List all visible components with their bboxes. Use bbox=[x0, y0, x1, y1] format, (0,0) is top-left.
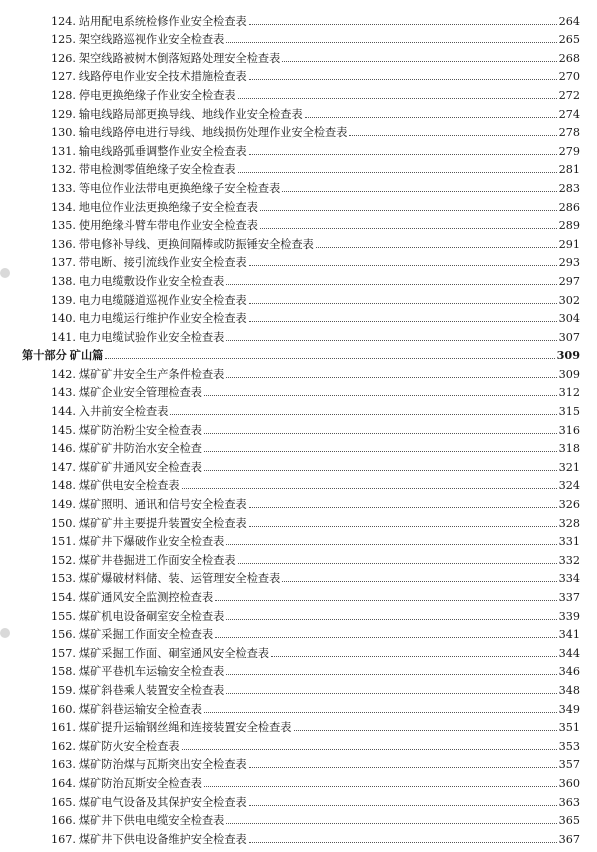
toc-entry-number: 147. bbox=[51, 460, 76, 474]
toc-dot-leader bbox=[249, 303, 557, 304]
toc-entry-title: 煤矿矿井安全生产条件检查表 bbox=[78, 367, 225, 381]
toc-entry-number: 160. bbox=[51, 702, 76, 716]
toc-entry-title: 煤矿通风安全监测控检查表 bbox=[78, 591, 214, 604]
toc-entry[interactable] bbox=[0, 9, 597, 28]
toc-entry-title: 煤矿井下供电电缆安全检查表 bbox=[78, 814, 225, 828]
toc-dot-leader bbox=[238, 98, 557, 99]
toc-page-number: 307 bbox=[558, 330, 580, 344]
toc-entry[interactable] bbox=[0, 604, 597, 623]
toc-entry-title: 煤矿采掘工作面安全检查表 bbox=[78, 628, 214, 642]
toc-entry[interactable] bbox=[0, 641, 597, 660]
toc-page-number: 278 bbox=[558, 126, 580, 140]
toc-page-number: 351 bbox=[558, 721, 580, 735]
toc-entry[interactable] bbox=[0, 102, 597, 121]
toc-entry-title: 煤矿企业安全管理检查表 bbox=[78, 386, 202, 400]
toc-entry-number: 125. bbox=[51, 33, 76, 47]
toc-entry-title: 架空线路被树木倒落短路处理安全检查表 bbox=[78, 51, 281, 65]
toc-entry[interactable] bbox=[0, 678, 597, 697]
toc-entry[interactable] bbox=[0, 548, 597, 567]
toc-page-number: 309 bbox=[556, 348, 580, 363]
toc-entry-number: 134. bbox=[51, 200, 76, 214]
toc-section-heading[interactable] bbox=[0, 344, 597, 363]
toc-page-number: 367 bbox=[558, 832, 580, 846]
toc-dot-leader bbox=[249, 265, 557, 266]
toc-page-number: 363 bbox=[558, 795, 580, 809]
toc-entry-title: 煤矿矿井主要提升装置安全检查表 bbox=[78, 516, 247, 530]
toc-entry-title: 矿山篇 bbox=[69, 348, 104, 363]
toc-page-number: 274 bbox=[558, 107, 580, 121]
toc-entry-title: 煤矿井下爆破作业安全检查表 bbox=[78, 535, 225, 549]
toc-page-number: 341 bbox=[558, 628, 580, 642]
toc-entry[interactable] bbox=[0, 195, 597, 214]
toc-dot-leader bbox=[282, 581, 556, 582]
toc-dot-leader bbox=[226, 340, 556, 341]
toc-page-number: 324 bbox=[558, 479, 580, 493]
margin-mark bbox=[0, 628, 10, 638]
toc-entry-number: 138. bbox=[51, 274, 76, 288]
toc-page-number: 357 bbox=[558, 758, 580, 772]
toc-entry-title: 煤矿防治瓦斯安全检查表 bbox=[78, 776, 202, 790]
toc-dot-leader bbox=[249, 507, 557, 508]
toc-entry-title: 输电线路局部更换导线、地线作业安全检查表 bbox=[78, 107, 303, 121]
toc-dot-leader bbox=[249, 154, 557, 155]
toc-entry-title: 架空线路巡视作业安全检查表 bbox=[78, 33, 225, 47]
toc-entry-title: 输电线路弧垂调整作业安全检查表 bbox=[78, 144, 247, 158]
toc-entry-title: 煤矿防火安全检查表 bbox=[78, 739, 180, 753]
toc-dot-leader bbox=[316, 247, 557, 248]
toc-entry[interactable] bbox=[0, 753, 597, 772]
toc-entry[interactable] bbox=[0, 437, 597, 456]
toc-dot-leader bbox=[204, 451, 557, 452]
toc-dot-leader bbox=[238, 563, 557, 564]
toc-entry-number: 129. bbox=[51, 107, 76, 121]
toc-entry-number: 155. bbox=[51, 609, 76, 623]
toc-page-number: 344 bbox=[558, 646, 580, 660]
toc-entry-title: 电力电缆隧道巡视作业安全检查表 bbox=[78, 293, 247, 307]
toc-entry[interactable] bbox=[0, 790, 597, 809]
toc-page-number: 346 bbox=[558, 665, 580, 679]
toc-entry[interactable] bbox=[0, 455, 597, 474]
toc-page-number: 312 bbox=[558, 386, 580, 400]
toc-entry-title: 煤矿斜巷乘人装置安全检查表 bbox=[78, 683, 225, 697]
toc-dot-leader bbox=[182, 749, 557, 750]
toc-page-number: 332 bbox=[558, 553, 580, 567]
toc-dot-leader bbox=[249, 842, 557, 843]
toc-entry[interactable] bbox=[0, 46, 597, 65]
toc-entry-title: 线路停电作业安全技术措施检查表 bbox=[78, 70, 247, 84]
toc-entry[interactable] bbox=[0, 827, 597, 846]
toc-dot-leader bbox=[226, 42, 556, 43]
toc-dot-leader bbox=[294, 730, 557, 731]
toc-entry-number: 131. bbox=[51, 144, 76, 158]
toc-dot-leader bbox=[226, 284, 556, 285]
toc-entry[interactable] bbox=[0, 418, 597, 437]
toc-entry-title: 煤矿防治粉尘安全检查表 bbox=[78, 423, 202, 437]
toc-entry-title: 煤矿爆破材料储、装、运管理安全检查表 bbox=[78, 572, 281, 586]
toc-page-number: 286 bbox=[558, 200, 580, 214]
toc-entry-title: 停电更换绝缘子作业安全检查表 bbox=[78, 88, 236, 102]
toc-entry-title: 煤矿采掘工作面、硐室通风安全检查表 bbox=[78, 646, 270, 660]
toc-dot-leader bbox=[105, 358, 554, 359]
toc-entry-number: 130. bbox=[51, 126, 76, 140]
toc-entry-title: 煤矿供电安全检查表 bbox=[78, 479, 180, 493]
toc-entry-title: 煤矿矿井通风安全检查表 bbox=[78, 460, 202, 474]
toc-entry-number: 136. bbox=[51, 237, 76, 251]
toc-entry-title: 带电断、接引流线作业安全检查表 bbox=[78, 256, 247, 270]
toc-page-number: 321 bbox=[558, 460, 580, 474]
toc-entry-number: 146. bbox=[51, 442, 76, 456]
toc-page-number: 291 bbox=[558, 237, 580, 251]
toc-page-number: 293 bbox=[558, 256, 580, 270]
toc-page-number: 315 bbox=[558, 405, 580, 419]
toc-dot-leader bbox=[226, 823, 556, 824]
toc-entry[interactable] bbox=[0, 121, 597, 140]
toc-entry-number: 153. bbox=[51, 572, 76, 586]
toc-page-number: 264 bbox=[558, 14, 580, 28]
toc-entry-title: 带电修补导线、更换间隔棒或防振锤安全检查表 bbox=[78, 237, 314, 251]
toc-entry-title: 煤矿机电设备硐室安全检查表 bbox=[78, 609, 225, 623]
toc-entry-number: 164. bbox=[51, 776, 76, 790]
toc-entry[interactable] bbox=[0, 530, 597, 549]
toc-entry-number: 132. bbox=[51, 163, 76, 177]
toc-entry[interactable] bbox=[0, 28, 597, 47]
toc-page-number: 272 bbox=[558, 88, 580, 102]
toc-entry-title: 使用绝缘斗臂车带电作业安全检查表 bbox=[78, 219, 258, 233]
toc-entry-number: 151. bbox=[51, 535, 76, 549]
toc-entry-title: 站用配电系统检修作业安全检查表 bbox=[78, 14, 247, 28]
toc-page-number: 326 bbox=[558, 498, 580, 512]
toc-page-number: 334 bbox=[558, 572, 580, 586]
toc-dot-leader bbox=[226, 377, 556, 378]
toc-entry-number: 157. bbox=[51, 646, 76, 660]
toc-dot-leader bbox=[249, 321, 557, 322]
toc-entry-title: 煤矿斜巷运输安全检查表 bbox=[78, 702, 202, 716]
toc-entry-number: 154. bbox=[51, 591, 76, 604]
toc-entry-number: 144. bbox=[51, 405, 76, 419]
toc-entry[interactable] bbox=[0, 176, 597, 195]
toc-entry-number: 152. bbox=[51, 553, 76, 567]
toc-entry-title: 电力电缆运行维护作业安全检查表 bbox=[78, 312, 247, 326]
toc-entry[interactable] bbox=[0, 697, 597, 716]
toc-entry[interactable] bbox=[0, 214, 597, 233]
toc-page-number: 309 bbox=[558, 367, 580, 381]
toc-entry[interactable] bbox=[0, 771, 597, 790]
toc-entry[interactable] bbox=[0, 809, 597, 828]
toc-entry[interactable] bbox=[0, 585, 597, 604]
toc-entry[interactable] bbox=[0, 716, 597, 735]
toc-entry-number: 140. bbox=[51, 312, 76, 326]
toc-entry-title: 煤矿井巷掘进工作面安全检查表 bbox=[78, 553, 236, 567]
toc-dot-leader bbox=[204, 433, 557, 434]
toc-entry-number: 第十部分 bbox=[22, 348, 67, 363]
toc-page-number: 353 bbox=[558, 739, 580, 753]
toc-page-number: 302 bbox=[558, 293, 580, 307]
toc-entry-number: 137. bbox=[51, 256, 76, 270]
toc-dot-leader bbox=[260, 228, 557, 229]
toc-entry-title: 入井前安全检查表 bbox=[78, 405, 169, 419]
toc-entry-title: 电力电缆敷设作业安全检查表 bbox=[78, 274, 225, 288]
toc-entry-number: 133. bbox=[51, 181, 76, 195]
toc-dot-leader bbox=[226, 693, 556, 694]
toc-entry-number: 148. bbox=[51, 479, 76, 493]
toc-entry-number: 143. bbox=[51, 386, 76, 400]
toc-entry-number: 142. bbox=[51, 367, 76, 381]
toc-entry[interactable] bbox=[0, 474, 597, 493]
toc-entry-number: 126. bbox=[51, 51, 76, 65]
toc-dot-leader bbox=[249, 79, 557, 80]
toc-entry-number: 158. bbox=[51, 665, 76, 679]
toc-entry-number: 127. bbox=[51, 70, 76, 84]
toc-dot-leader bbox=[226, 544, 556, 545]
toc-entry-title: 煤矿电气设备及其保护安全检查表 bbox=[78, 795, 247, 809]
toc-dot-leader bbox=[215, 600, 556, 601]
toc-dot-leader bbox=[170, 414, 556, 415]
toc-page-number: 360 bbox=[558, 776, 580, 790]
toc-page-number: 331 bbox=[558, 535, 580, 549]
toc-entry-number: 162. bbox=[51, 739, 76, 753]
toc-entry-title: 煤矿矿井防治水安全检查 bbox=[78, 442, 202, 456]
toc-entry-number: 135. bbox=[51, 219, 76, 233]
toc-entry-number: 149. bbox=[51, 498, 76, 512]
toc-page-number: 289 bbox=[558, 219, 580, 233]
toc-entry-title: 电力电缆试验作业安全检查表 bbox=[78, 330, 225, 344]
toc-entry-number: 139. bbox=[51, 293, 76, 307]
toc-dot-leader bbox=[249, 24, 557, 25]
toc-entry[interactable] bbox=[0, 139, 597, 158]
toc-dot-leader bbox=[204, 786, 557, 787]
toc-entry-number: 165. bbox=[51, 795, 76, 809]
toc-page-number: 281 bbox=[558, 163, 580, 177]
toc-dot-leader bbox=[238, 172, 557, 173]
toc-entry-title: 等电位作业法带电更换绝缘子安全检查表 bbox=[78, 181, 281, 195]
toc-entry[interactable] bbox=[0, 288, 597, 307]
toc-page-number: 349 bbox=[558, 702, 580, 716]
toc-entry[interactable] bbox=[0, 623, 597, 642]
toc-dot-leader bbox=[182, 488, 557, 489]
toc-entry-title: 输电线路停电进行导线、地线损伤处理作业安全检查表 bbox=[78, 126, 348, 140]
toc-entry[interactable] bbox=[0, 251, 597, 270]
toc-entry-number: 166. bbox=[51, 814, 76, 828]
toc-entry-number: 145. bbox=[51, 423, 76, 437]
toc-dot-leader bbox=[249, 805, 557, 806]
toc-entry-title: 煤矿平巷机车运输安全检查表 bbox=[78, 665, 225, 679]
toc-entry[interactable] bbox=[0, 307, 597, 326]
toc-page-number: 283 bbox=[558, 181, 580, 195]
toc-dot-leader bbox=[226, 619, 556, 620]
toc-entry[interactable] bbox=[0, 83, 597, 102]
toc-entry[interactable] bbox=[0, 567, 597, 586]
toc-entry[interactable] bbox=[0, 381, 597, 400]
toc-entry[interactable] bbox=[0, 362, 597, 381]
toc-entry-number: 156. bbox=[51, 628, 76, 642]
toc-dot-leader bbox=[349, 135, 556, 136]
toc-entry-title: 带电检测零值绝缘子安全检查表 bbox=[78, 163, 236, 177]
toc-entry-number: 128. bbox=[51, 88, 76, 102]
toc-entry-number: 161. bbox=[51, 721, 76, 735]
toc-entry-number: 163. bbox=[51, 758, 76, 772]
toc-page-number: 279 bbox=[558, 144, 580, 158]
toc-dot-leader bbox=[204, 395, 557, 396]
toc-dot-leader bbox=[249, 767, 557, 768]
toc-page-number: 270 bbox=[558, 70, 580, 84]
toc-dot-leader bbox=[305, 117, 557, 118]
toc-entry[interactable] bbox=[0, 269, 597, 288]
toc-page-number: 265 bbox=[558, 33, 580, 47]
toc-entry[interactable] bbox=[0, 158, 597, 177]
toc-entry-title: 煤矿防治煤与瓦斯突出安全检查表 bbox=[78, 758, 247, 772]
toc-dot-leader bbox=[204, 712, 557, 713]
toc-entry-title: 煤矿提升运输钢丝绳和连接装置安全检查表 bbox=[78, 721, 292, 735]
toc-page-number: 304 bbox=[558, 312, 580, 326]
toc-entry[interactable] bbox=[0, 492, 597, 511]
toc-page-number: 316 bbox=[558, 423, 580, 437]
toc-entry-number: 159. bbox=[51, 683, 76, 697]
toc-page-number: 318 bbox=[558, 442, 580, 456]
table-of-contents bbox=[0, 9, 597, 846]
toc-page-number: 337 bbox=[558, 591, 580, 604]
toc-dot-leader bbox=[271, 656, 557, 657]
toc-entry-title: 地电位作业法更换绝缘子安全检查表 bbox=[78, 200, 258, 214]
toc-entry[interactable] bbox=[0, 734, 597, 753]
toc-entry[interactable] bbox=[0, 65, 597, 84]
toc-page-number: 328 bbox=[558, 516, 580, 530]
toc-entry-number: 167. bbox=[51, 832, 76, 846]
toc-entry[interactable] bbox=[0, 399, 597, 418]
toc-entry-number: 141. bbox=[51, 330, 76, 344]
toc-page-number: 348 bbox=[558, 683, 580, 697]
toc-dot-leader bbox=[282, 61, 556, 62]
toc-page-number: 365 bbox=[558, 814, 580, 828]
toc-entry[interactable] bbox=[0, 325, 597, 344]
toc-entry-title: 煤矿井下供电设备维护安全检查表 bbox=[78, 832, 247, 846]
toc-dot-leader bbox=[226, 674, 556, 675]
toc-page-number: 339 bbox=[558, 609, 580, 623]
toc-entry[interactable] bbox=[0, 511, 597, 530]
toc-entry-number: 150. bbox=[51, 516, 76, 530]
toc-page-number: 297 bbox=[558, 274, 580, 288]
toc-entry[interactable] bbox=[0, 660, 597, 679]
toc-dot-leader bbox=[260, 210, 557, 211]
toc-entry[interactable] bbox=[0, 232, 597, 251]
margin-mark bbox=[0, 268, 10, 278]
toc-dot-leader bbox=[215, 637, 556, 638]
toc-dot-leader bbox=[249, 526, 557, 527]
toc-page-number: 268 bbox=[558, 51, 580, 65]
toc-dot-leader bbox=[204, 470, 557, 471]
toc-entry-number: 124. bbox=[51, 14, 76, 28]
toc-dot-leader bbox=[282, 191, 556, 192]
toc-entry-title: 煤矿照明、通讯和信号安全检查表 bbox=[78, 498, 247, 512]
